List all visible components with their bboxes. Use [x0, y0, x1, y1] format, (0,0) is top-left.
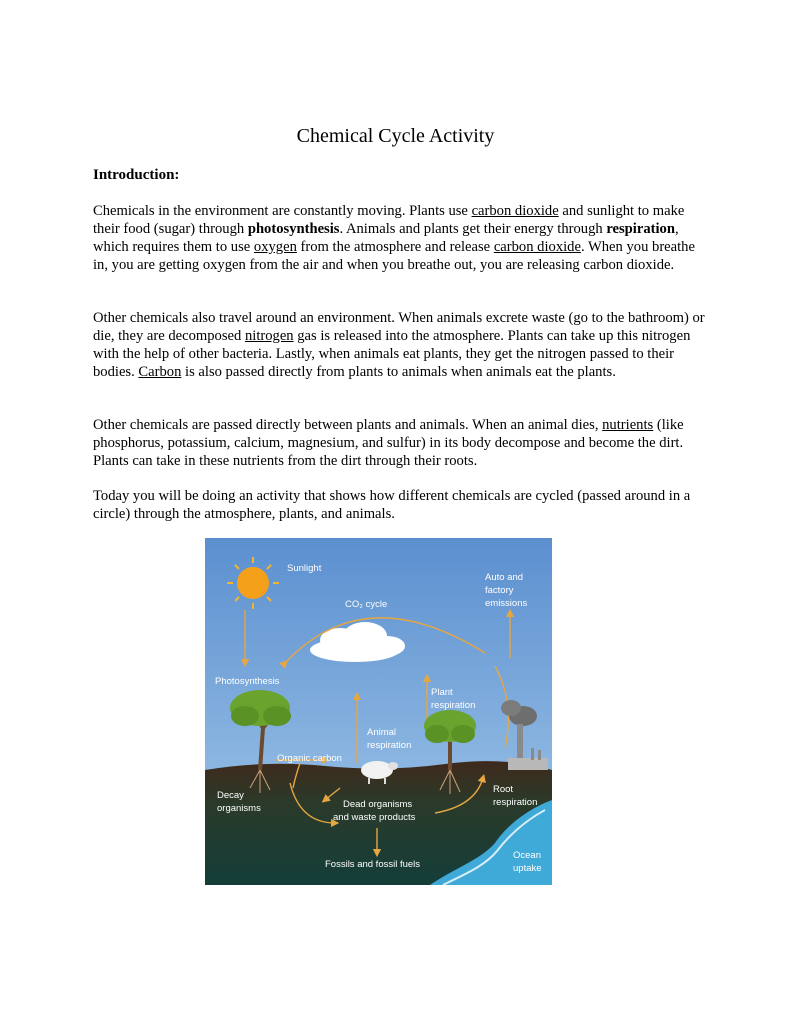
introduction-heading: Introduction: [93, 167, 180, 183]
label-co2-cycle: CO₂ cycle [345, 599, 388, 610]
label-fossils: Fossils and fossil fuels [325, 859, 421, 870]
label-sunlight: Sunlight [287, 563, 322, 574]
label-decay-organisms-2: organisms [217, 803, 261, 814]
label-auto-emissions-2: factory [485, 585, 514, 596]
label-auto-emissions-1: Auto and [485, 572, 524, 583]
carbon-cycle-diagram [205, 538, 552, 885]
label-ocean-uptake-2: uptake [513, 863, 542, 874]
label-plant-respiration-2: respiration [431, 700, 476, 711]
label-decay-organisms-1: Decay [217, 790, 244, 801]
paragraph-nitrogen: Other chemicals also travel around an environment. When animals excrete waste (go to the bathroom) or die, they are decomposed nitrogen gas is released into the atmosphere. Plants can take up this nitrogen with the help of other bacteria. Lastly, when animals eat plants, they get the nitrogen passed to their bodies. Carbon is also passed directly from plants to animals when animals eat the plants. [93, 310, 705, 380]
label-dead-organisms-2: and waste products [333, 812, 416, 823]
page-title: Chemical Cycle Activity [296, 125, 495, 147]
paragraph-activity: Today you will be doing an activity that shows how different chemicals are cycled (passed around in a circle) through the atmosphere, plants, and animals. [93, 488, 691, 522]
label-dead-organisms-1: Dead organisms [343, 799, 413, 810]
label-root-respiration-1: Root [493, 784, 514, 795]
paragraph-nutrients: Other chemicals are passed directly between plants and animals. When an animal dies, nutrients (like phosphorus, potassium, calcium, magnesium, and sulfur) in its body decompose and become the dirt. Plants can take in these nutrients from the dirt through their roots. [93, 417, 684, 469]
paragraph-photosynthesis: Chemicals in the environment are constantly moving. Plants use carbon dioxide and sunlight to make their food (sugar) through photosynthesis. Animals and plants get their energy through respiration, which requires them to use oxygen from the atmosphere and release carbon dioxide. When you breathe in, you are getting oxygen from the air and when you breathe out, you are releasing carbon dioxide. [93, 203, 695, 273]
label-animal-respiration-2: respiration [367, 740, 412, 751]
label-animal-respiration-1: Animal [367, 727, 397, 738]
label-ocean-uptake-1: Ocean [513, 850, 541, 861]
label-plant-respiration-1: Plant [431, 687, 453, 698]
label-photosynthesis: Photosynthesis [215, 676, 280, 687]
label-auto-emissions-3: emissions [485, 598, 528, 609]
label-root-respiration-2: respiration [493, 797, 538, 808]
label-organic-carbon: Organic carbon [277, 753, 342, 764]
